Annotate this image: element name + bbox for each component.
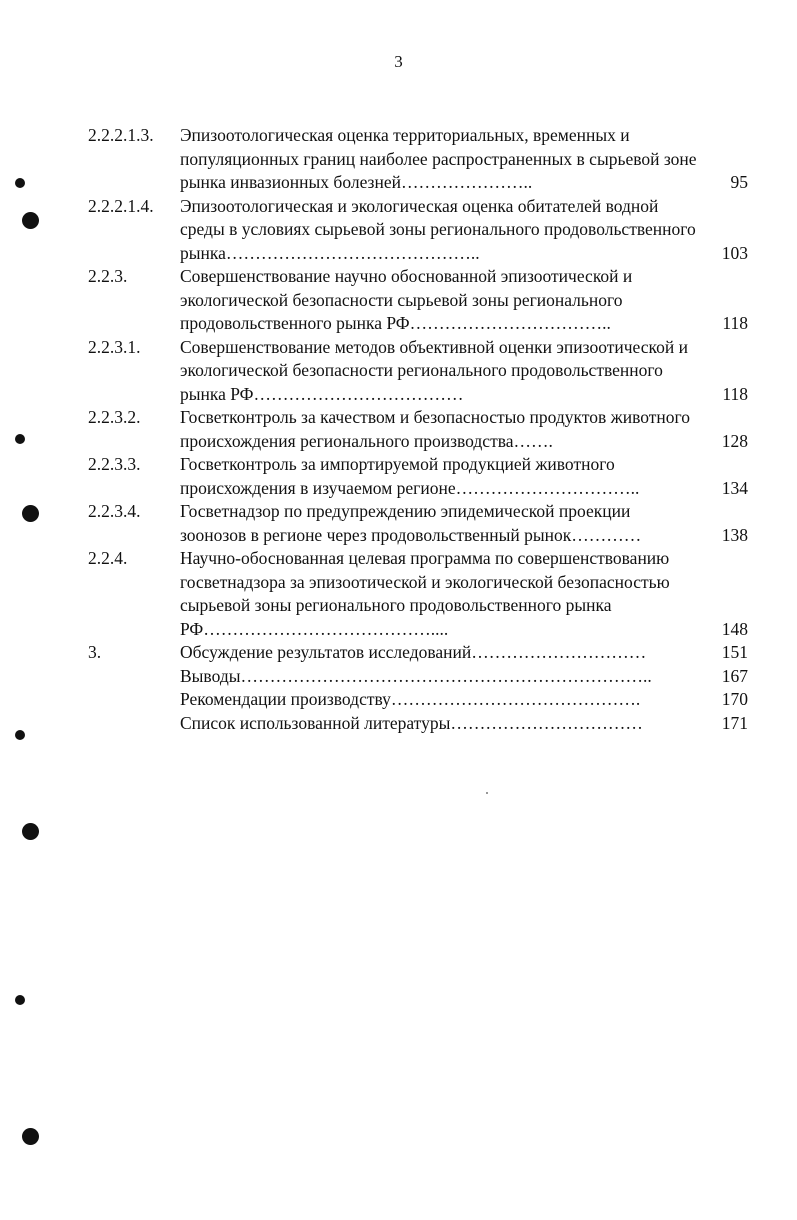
toc-entry-title: Совершенствование методов объективной оценки эпизоотической и экологической безопасности регионального продовольственного рынка РФ……………………………… bbox=[180, 336, 688, 404]
punch-hole bbox=[15, 730, 25, 740]
toc-entry-title: Список использованной литературы…………………………… bbox=[180, 712, 643, 733]
toc-entry-number: 2.2.2.1.3. bbox=[88, 125, 154, 145]
toc-entry-title: Рекомендации производству……………………………………. bbox=[180, 689, 641, 709]
toc-entry-title: Обсуждение результатов исследований………………………… bbox=[180, 642, 647, 662]
toc-entry-title: Эпизоотологическая оценка территориальных, временных и популяционных границ наиболее распространенных в сырьевой зоне рынка инвазионных болезней………………….. bbox=[180, 125, 697, 192]
toc-entry-number: 2.2.3. bbox=[88, 266, 128, 286]
toc-entry-page: 118 bbox=[722, 313, 748, 333]
punch-hole bbox=[22, 1128, 39, 1145]
toc-entry-page: 103 bbox=[721, 242, 748, 263]
toc-entry-number: 2.2.3.4. bbox=[88, 501, 141, 521]
toc-entry-page: 171 bbox=[721, 712, 748, 733]
toc-entry-number: 2.2.3.3. bbox=[88, 454, 141, 474]
punch-hole bbox=[15, 434, 25, 444]
toc-entry[interactable] bbox=[88, 124, 748, 195]
toc-entry[interactable] bbox=[88, 406, 748, 453]
toc-entry[interactable] bbox=[88, 547, 748, 641]
toc-entry-page: 170 bbox=[721, 689, 748, 709]
toc-entry-number: 2.2.3.1. bbox=[88, 336, 141, 357]
toc-entry-page: 151 bbox=[721, 642, 748, 662]
toc-entry-page: 167 bbox=[721, 665, 748, 686]
toc-entry-title: Научно-обоснованная целевая программа по совершенствованию госветнадзора за эпизоотической и экологической безопасностью сырьевой зоны регионального продовольственного рынка РФ………………………………….... bbox=[180, 548, 670, 639]
page-number: 3 bbox=[394, 52, 403, 71]
punch-hole bbox=[22, 823, 39, 840]
toc-entry[interactable] bbox=[88, 500, 748, 547]
toc-entry[interactable] bbox=[88, 453, 748, 500]
toc-entry-title: Госветконтроль за импортируемой продукцией животного происхождения в изучаемом регионе………………………….. bbox=[180, 454, 640, 498]
toc-entry-title: Эпизоотологическая и экологическая оценка обитателей водной среды в условиях сырьевой зоны регионального продовольственного рынка…………………………………….. bbox=[180, 195, 696, 263]
toc-entry-page: 95 bbox=[730, 172, 748, 192]
table-of-contents bbox=[88, 124, 748, 735]
toc-entry[interactable] bbox=[88, 688, 748, 712]
toc-entry-number: 2.2.3.2. bbox=[88, 407, 141, 427]
toc-entry-number: 2.2.2.1.4. bbox=[88, 195, 154, 216]
toc-entry[interactable] bbox=[88, 641, 748, 665]
toc-entry-page: 138 bbox=[721, 524, 748, 545]
toc-entry-number: 2.2.4. bbox=[88, 548, 128, 568]
toc-entry[interactable] bbox=[88, 712, 748, 736]
toc-entry-number: 3. bbox=[88, 642, 102, 662]
toc-entry-title: Совершенствование научно обоснованной эпизоотической и экологической безопасности сырьевой зоны регионального продовольственного рынка РФ…………………………….. bbox=[180, 266, 633, 333]
toc-entry-title: Выводы…………………………………………………………….. bbox=[180, 665, 652, 686]
toc-entry-page: 128 bbox=[721, 430, 748, 451]
toc-entry[interactable] bbox=[88, 195, 748, 266]
toc-entry-page: 134 bbox=[721, 477, 748, 498]
toc-entry-title: Госветконтроль за качеством и безопасностыо продуктов животного происхождения регионального производства……. bbox=[180, 407, 691, 451]
toc-entry-page: 148 bbox=[721, 618, 748, 639]
scan-speck bbox=[486, 792, 488, 794]
toc-entry[interactable] bbox=[88, 265, 748, 336]
toc-entry[interactable] bbox=[88, 665, 748, 689]
punch-hole bbox=[15, 995, 25, 1005]
punch-hole bbox=[15, 178, 25, 188]
toc-entry[interactable] bbox=[88, 336, 748, 407]
punch-hole bbox=[22, 212, 39, 229]
punch-hole bbox=[22, 505, 39, 522]
toc-entry-page: 118 bbox=[722, 383, 748, 404]
toc-entry-title: Госветнадзор по предупреждению эпидемической проекции зоонозов в регионе через продовольственный рынок………… bbox=[180, 501, 642, 545]
